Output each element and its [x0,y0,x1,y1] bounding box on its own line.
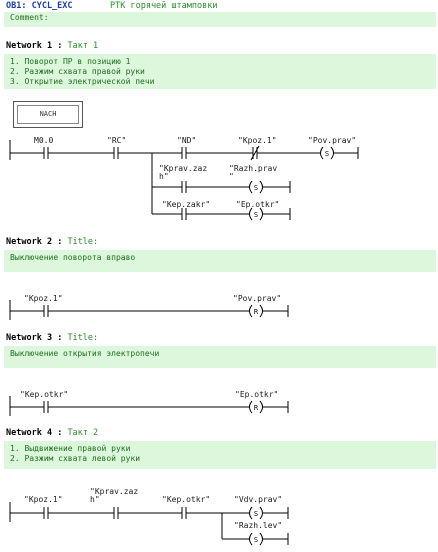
network-4-comment-line: 1. Выдвижение правой руки [10,444,131,453]
network-2-title[interactable]: Title: [67,237,99,247]
contact-rc-label: "RC" [107,136,127,145]
coil-epotkr-label: "Ep.otkr" [236,200,280,209]
network-4-comment-line: 2. Разжим схвата левой руки [10,454,141,463]
network-3-rung [10,396,288,416]
block-title[interactable]: РТК горячей штамповки [110,1,218,11]
coil-n3-epotkr-type: R [253,404,259,412]
network-3-comment-line: Выключение открытия электропечи [10,349,160,358]
coil-razhprav-label2: " [229,172,234,181]
coil-povprav-label: "Pov.prav" [308,136,357,145]
contact-n3-kepotkr-label: "Kep.otkr" [20,390,69,399]
coil-epotkr-type: S [253,211,259,219]
coil-n3-epotkr-label: "Ep.otkr" [235,390,279,399]
block-name: OB1: CYCL_EXC [6,1,73,11]
network-3-title[interactable]: Title: [67,333,99,343]
network-4-rung [10,502,288,545]
network-2-colon: : [57,237,63,247]
network-1-comment-line: 1. Поворот ПР в позицию 1 [10,57,131,66]
coil-n2-povprav-type: R [253,308,259,316]
coil-n4-razhlev-type: S [253,536,259,544]
contact-n4-kpoz1-label: "Kpoz.1" [24,495,63,504]
network-1-label: Network 1 [6,41,53,51]
network-4-colon: : [57,428,63,438]
coil-n4-razhlev-label: "Razh.lev" [234,521,283,530]
contact-kpravzazh-label: "Kprav.zaz [159,164,208,173]
coil-razhprav-type: S [253,184,259,192]
network-1-comment-line: 3. Открытие электрической печи [10,77,155,86]
network-2-rung [10,300,288,320]
coil-n4-vdvprav-label: "Vdv.prav" [234,495,283,504]
contact-n2-kpoz1-label: "Kpoz.1" [24,294,63,303]
network-1-title[interactable]: Такт 1 [67,41,99,51]
contact-n4-kpravzazh-label2: h" [90,495,100,504]
contact-nd-label: "ND" [177,136,197,145]
contact-kpravzazh-label2: h" [159,172,169,181]
network-3-label: Network 3 [6,333,53,343]
network-2-label: Network 2 [6,237,53,247]
coil-razhprav-label: "Razh.prav [229,164,278,173]
network-4-title[interactable]: Такт 2 [67,428,99,438]
network-1-comment-line: 2. Разжим схвата правой руки [10,67,145,76]
coil-n2-povprav-label: "Pov.prav" [233,294,282,303]
coil-povprav-type: S [324,150,330,158]
contact-m00-label: M0.0 [34,136,54,145]
contact-kpoz1-label: "Kpoz.1" [238,136,277,145]
coil-n4-vdvprav-type: S [253,510,259,518]
contact-n4-kpravzazh-label: "Kprav.zaz [90,487,139,496]
network-1-colon: : [57,41,63,51]
network-3-colon: : [57,333,63,343]
contact-kepzakr-label: "Kep.zakr" [162,200,211,209]
nach-label: NACH [39,110,57,118]
network-1-rung [10,140,358,220]
contact-n4-kepotkr-label: "Kep.otkr" [162,495,211,504]
block-comment-label: Comment: [10,13,49,22]
network-4-label: Network 4 [6,428,53,438]
network-2-comment-line: Выключение поворота вправо [10,253,136,262]
